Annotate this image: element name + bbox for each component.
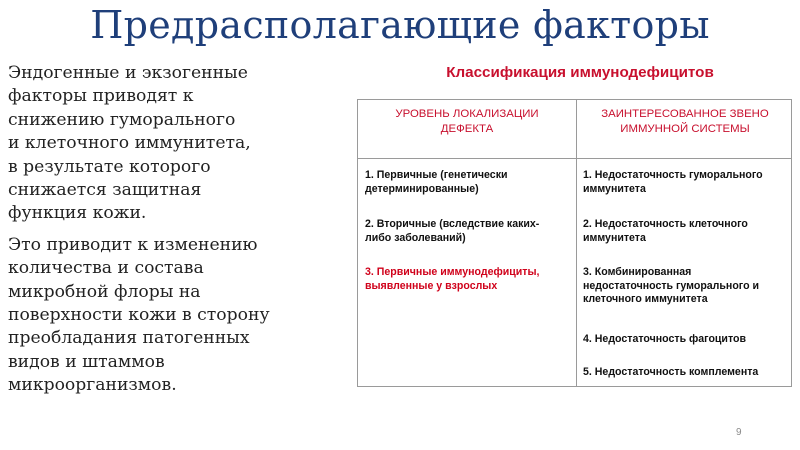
paragraph-2: Это приводит к изменению количества и состава микробной флоры на поверхности кожи в сторону преобладания патогенных видов и штаммов микроорганизмов. bbox=[8, 234, 270, 396]
right-item-3: 3. Комбинированная недостаточность гуморального и клеточного иммунитета bbox=[583, 266, 759, 306]
slide-title: Предрасполагающие факторы bbox=[90, 3, 710, 47]
header-immune-link: ЗАИНТЕРЕСОВАННОЕ ЗВЕНО ИММУННОЙ СИСТЕМЫ bbox=[601, 108, 769, 135]
left-item-2: 2. Вторичные (вследствие каких- либо заболеваний) bbox=[365, 218, 540, 244]
table-header-divider bbox=[358, 158, 791, 159]
table-column-divider bbox=[576, 100, 577, 386]
right-item-1: 1. Недостаточность гуморального иммунитета bbox=[583, 169, 763, 195]
right-item-2: 2. Недостаточность клеточного иммунитета bbox=[583, 218, 748, 244]
paragraph-1: Эндогенные и экзогенные факторы приводят к снижению гуморального и клеточного иммунитета, в результате которого снижается защитная функция кожи. bbox=[8, 63, 251, 224]
left-item-3: 3. Первичные иммунодефициты, выявленные у взрослых bbox=[365, 266, 540, 292]
body-text bbox=[8, 62, 353, 398]
right-item-4: 4. Недостаточность фагоцитов bbox=[583, 333, 746, 345]
classification-table bbox=[357, 99, 792, 387]
page-number: 9 bbox=[736, 427, 742, 438]
right-item-5: 5. Недостаточность комплемента bbox=[583, 366, 759, 378]
header-localization: УРОВЕНЬ ЛОКАЛИЗАЦИИ ДЕФЕКТА bbox=[395, 108, 539, 135]
classification-title: Классификация иммунодефицитов bbox=[446, 64, 714, 81]
left-item-1: 1. Первичные (генетически детерминированные) bbox=[365, 169, 508, 195]
